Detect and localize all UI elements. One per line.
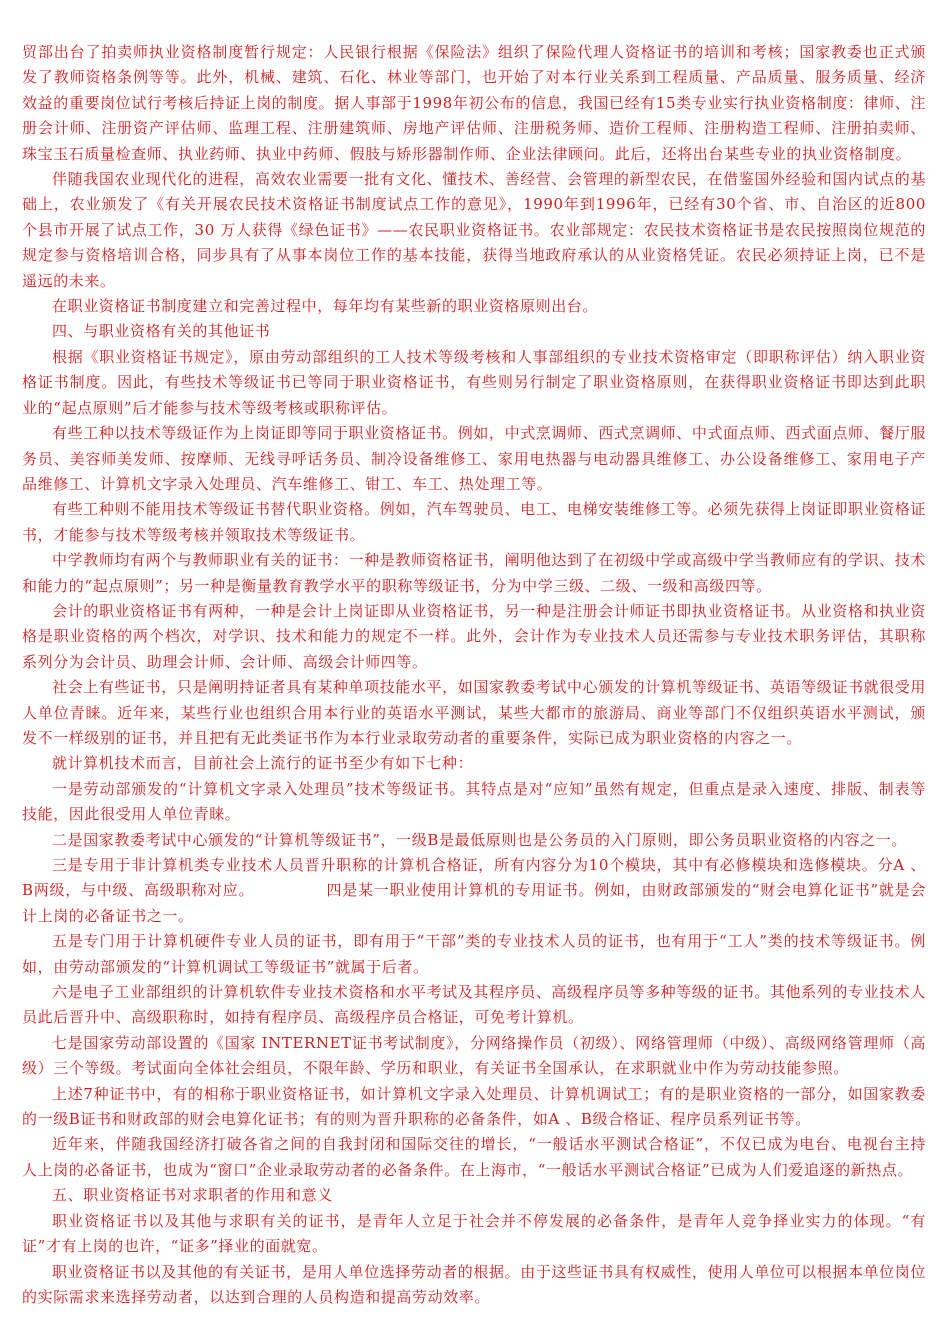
paragraph-computer-7: 七是国家劳动部设置的《国家 INTERNET证书考试制度》，分网络操作员（初级）、网络管理师（中级）、高级网络管理师（高级）三个等级。考试面向全体社会组员，不限年龄、学历和职业，有关证书全国承认，在求职就业中作为劳动技能参照。 xyxy=(22,1033,926,1078)
document-page xyxy=(22,40,926,1310)
paragraph-regulation: 根据《职业资格证书规定》，原由劳动部组织的工人技术等级考核和人事部组织的专业技术资格审定（即职称评估）纳入职业资格证书制度。因此，有些技术等级证书已等同于职业资格证书，有些则另行制定了职业资格原则，在获得职业资格证书即达到此职业的“起点原则”后才能参与技术等级考核或职称评估。 xyxy=(22,347,926,417)
paragraph-employers: 职业资格证书以及其他的有关证书，是用人单位选择劳动者的根据。由于这些证书具有权威性，使用人单位可以根据本单位岗位的实际需求来选择劳动者，以达到合理的人员构造和提高劳动效率。 xyxy=(22,1262,926,1306)
paragraph-computer-intro: 就计算机技术而言，目前社会上流行的证书至少有如下七种： xyxy=(52,754,474,773)
paragraph-trades-not-equivalent: 有些工种则不能用技术等级证书替代职业资格。例如，汽车驾驶员、电工、电梯安装维修工等。必须先获得上岗证即职业资格证书，才能参与技术等级考核并领取技术等级证书。 xyxy=(22,500,926,544)
paragraph-computer-2: 二是国家教委考试中心颁发的“计算机等级证书”，一级B是最低原则也是公务员的入门原则，即公务员职业资格的内容之一。 xyxy=(52,830,907,849)
paragraph-computer-5: 五是专门用于计算机硬件专业人员的证书，即有用于“干部”类的专业技术人员的证书，也有用于“工人”类的技术等级证书。例如，由劳动部颁发的“计算机调试工等级证书”就属于后者。 xyxy=(22,932,926,976)
paragraph-computer-summary: 上述7种证书中，有的相称于职业资格证书，如计算机文字录入处理员、计算机调试工；有的是职业资格的一部分，如国家教委的一级B证书和财政部的财会电算化证书；有的则为晋升职称的必备条件，如A 、B级合格证、程序员系列证书等。 xyxy=(22,1084,926,1129)
paragraph-computer-4: 四是某一职业使用计算机的专用证书。例如，由财政部颁发的“财会电算化证书”就是会计上岗的必备证书之一。 xyxy=(22,881,926,925)
paragraph-continued: 贸部出台了拍卖师执业资格制度暂行规定：人民银行根据《保险法》组织了保险代理人资格证书的培训和考核；国家教委也正式颁发了教师资格条例等等。此外，机械、建筑、石化、林业等部门，也开始了对本行业关系到工程质量、产品质量、服务质量、经济效益的重要岗位试行考核后持证上岗的制度。据人事部于1998年初公布的信息，我国已经有15类专业实行执业资格制度：律师、注册会计师、注册资产评估师、监理工程、注册建筑师、房地产评估师、注册税务师、造价工程师、注册构造工程师、注册拍卖师、珠宝玉石质量检查师、执业药师、执业中药师、假肢与矫形器制作师、企业法律顾问。此后，还将出台某些专业的执业资格制度。 xyxy=(22,43,926,163)
paragraph-trades-equivalent: 有些工种以技术等级证作为上岗证即等同于职业资格证书。例如，中式烹调师、西式烹调师、中式面点师、西式面点师、餐厅服务员、美容师美发师、按摩师、无线寻呼话务员、制冷设备维修工、家用电热器与电动器具维修工、办公设备维修工、家用电子产品维修工、计算机文字录入处理员、汽车维修工、钳工、车工、热处理工等。 xyxy=(22,424,926,493)
paragraph-accountants: 会计的职业资格证书有两种，一种是会计上岗证即从业资格证书，另一种是注册会计师证书即执业资格证书。从业资格和执业资格是职业资格的两个档次，对学识、技术和能力的规定不一样。此外，会计作为专业技术人员还需参与专业技术职务评估，其职称系列分为会计员、助理会计师、会计师、高级会计师四等。 xyxy=(22,601,926,671)
paragraph-agriculture: 伴随我国农业现代化的进程，高效农业需要一批有文化、懂技术、善经营、会管理的新型农民，在借鉴国外经验和国内试点的基础上，农业颁发了《有关开展农民技术资格证书制度试点工作的意见》，1990年到1996年，已经有30个省、市、自治区的近800个县市开展了试点工作，30 万人获得《绿色证书》——农民职业资格证书。农业部规定：农民技术资格证书是农民按照岗位规范的规定参与资格培训合格，同步具有了从事本岗位工作的基本技能，获得当地政府承认的从业资格凭证。农民必须持证上岗，已不是遥远的未来。 xyxy=(22,170,926,290)
paragraph-teachers: 中学教师均有两个与教师职业有关的证书：一种是教师资格证书，阐明他达到了在初级中学或高级中学当教师应有的学识、技术和能力的“起点原则”；另一种是衡量教育教学水平的职称等级证书，分为中学三级、二级、一级和高级四等。 xyxy=(22,551,926,595)
paragraph-standards: 在职业资格证书制度建立和完善过程中，每年均有某些新的职业资格原则出台。 xyxy=(52,297,599,316)
paragraph-computer-1: 一是劳动部颁发的“计算机文字录入处理员”技术等级证书。其特点是对“应知”虽然有规定，但重点是录入速度、排版、制表等技能，因此很受用人单位青睐。 xyxy=(22,779,926,824)
paragraph-mandarin: 近年来，伴随我国经济打破各省之间的自我封闭和国际交往的增长，“一般话水平测试合格证”，不仅已成为电台、电视台主持人上岗的必备证书，也成为“窗口”企业录取劳动者的必备条件。在上海市，“一般话水平测试合格证”已成为人们爱追逐的新热点。 xyxy=(22,1135,926,1179)
section-heading-4: 四、与职业资格有关的其他证书 xyxy=(52,322,271,341)
paragraph-computer-3: 三是专用于非计算机类专业技术人员晋升职称的计算机合格证，所有内容分为10个模块，其中有必修模块和选修模块。分A 、B两级，与中级、高级职称对应。 xyxy=(22,856,926,900)
paragraph-job-seekers: 职业资格证书以及其他与求职有关的证书，是青年人立足于社会并不停发展的必备条件，是青年人竞争择业实力的体现。“有证”才有上岗的也许，“证多”择业的面就宽。 xyxy=(22,1211,926,1256)
paragraph-skill-certificates: 社会上有些证书，只是阐明持证者具有某种单项技能水平，如国家教委考试中心颁发的计算机等级证书、英语等级证书就很受用人单位青睐。近年来，某些行业也组织合用本行业的英语水平测试，某些大都市的旅游局、商业等部门不仅组织英语水平测试，颁发不一样级别的证书，并且把有无此类证书作为本行业录取劳动者的重要条件，实际已成为职业资格的内容之一。 xyxy=(22,678,926,747)
paragraph-computer-3-4 xyxy=(22,853,926,929)
section-heading-5: 五、职业资格证书对求职者的作用和意义 xyxy=(52,1186,333,1205)
paragraph-computer-6: 六是电子工业部组织的计算机软件专业技术资格和水平考试及其程序员、高级程序员等多种等级的证书。其他系列的专业技术人员此后晋升中、高级职称时，如持有程序员、高级程序员合格证，可免考计算机。 xyxy=(22,983,926,1027)
